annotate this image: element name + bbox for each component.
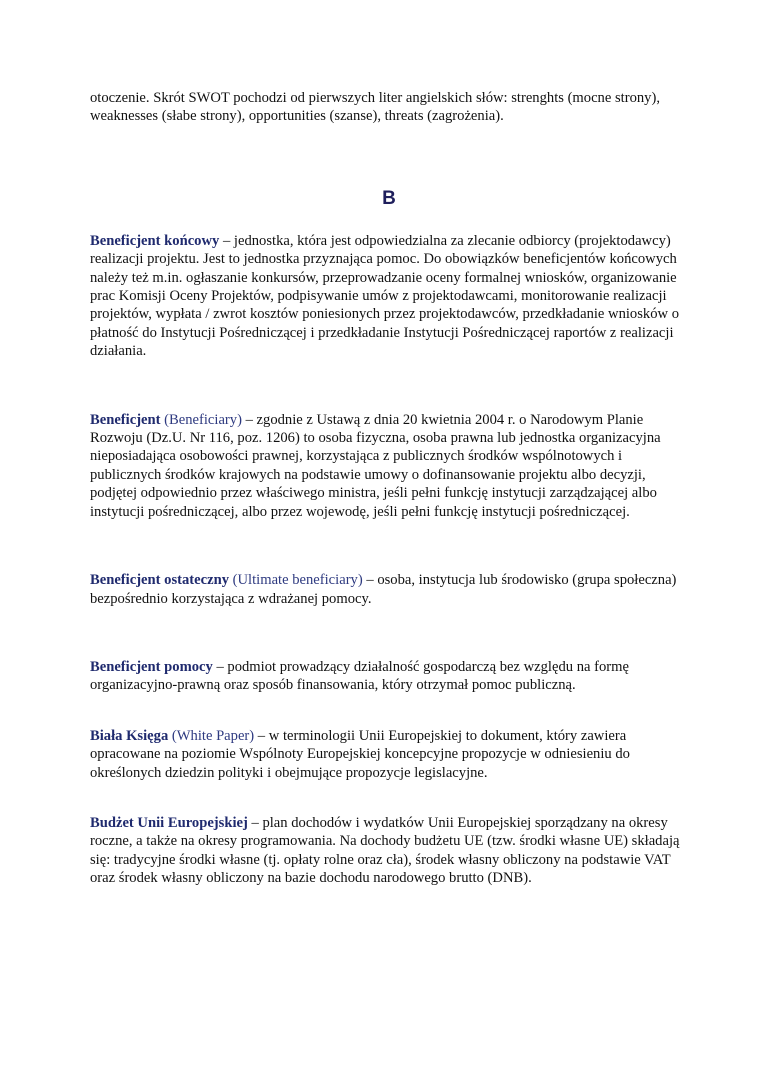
entry-term: Budżet Unii Europejskiej bbox=[90, 814, 248, 831]
entry-term: Beneficjent ostateczny bbox=[90, 572, 229, 589]
glossary-entry-budzet-ue bbox=[90, 814, 680, 888]
entry-english-term: (White Paper) bbox=[168, 727, 255, 744]
entry-definition: – zgodnie z Ustawą z dnia 20 kwietnia 2004 r. o Narodowym Planie Rozwoju (Dz.U. Nr 116, poz. 1206) to osoba fizyczna, osoba prawna lub jednostka organizacyjna nieposiadająca osobowości prawnej, korzystająca z publicznych środków wspólnotowych i publicznych środków krajowych na podstawie umowy o dofinansowanie projektu albo decyzji, podjętej odpowiednio przez właściwego ministra, jeśli pełni funkcję instytucji zarządzającej albo instytucji pośredniczącej, albo przez wojewodę, jeśli pełni funkcję instytucji pośredniczącej. bbox=[90, 411, 661, 520]
entry-term: Biała Księga bbox=[90, 727, 169, 744]
document-page bbox=[90, 89, 680, 888]
entry-english-term: (Ultimate beneficiary) bbox=[229, 572, 363, 589]
section-letter-heading: B bbox=[382, 187, 396, 209]
entry-definition: – w terminologii Unii Europejskiej to dokument, który zawiera opracowane na poziomie Wspólnoty Europejskiej koncepcyjne propozycje w odniesieniu do określonych dziedzin polityki i obejmujące propozycje legislacyjne. bbox=[90, 727, 630, 781]
entry-english-term: (Beneficiary) bbox=[160, 411, 242, 428]
intro-paragraph: otoczenie. Skrót SWOT pochodzi od pierwszych liter angielskich słów: strenghts (mocne strony), weaknesses (słabe strony), opportunities (szanse), threats (zagrożenia). bbox=[90, 90, 660, 125]
entry-definition: – osoba, instytucja lub środowisko (grupa społeczna) bezpośrednio korzystająca z wdrażanej pomocy. bbox=[90, 572, 677, 607]
glossary-entry-beneficjent-koncowy bbox=[90, 232, 680, 361]
glossary-entry-beneficjent bbox=[90, 411, 680, 521]
entry-definition: – jednostka, która jest odpowiedzialna za zlecanie odbiorcy (projektodawcy) realizacji projektu. Jest to jednostka przyznająca pomoc. Do obowiązków beneficjentów końcowych należy też m.in. ogłaszanie konkursów, przeprowadzanie oceny formalnej wniosków, organizowanie prac Komisji Oceny Projektów, podpisywanie umów z projektodawcami, monitorowanie realizacji projektów, wypłata / zwrot kosztów poniesionych przez projektodawców, przedkładanie wniosków o płatność do Instytucji Pośredniczącej i przedkładanie Instytucji Pośredniczącej raportów z realizacji działania. bbox=[90, 232, 679, 360]
entry-term: Beneficjent pomocy bbox=[90, 658, 213, 675]
glossary-entry-biala-ksiega bbox=[90, 727, 680, 782]
glossary-entry-beneficjent-ostateczny bbox=[90, 571, 680, 608]
entry-term: Beneficjent końcowy bbox=[90, 232, 220, 249]
entry-term: Beneficjent bbox=[90, 411, 161, 428]
entry-definition: – plan dochodów i wydatków Unii Europejskiej sporządzany na okresy roczne, a także na okresy programowania. Na dochody budżetu UE (tzw. środki własne UE) składają się: tradycyjne środki własne (tj. opłaty rolne oraz cła), środek własny obliczony na podstawie VAT oraz środek własny obliczony na bazie dochodu narodowego brutto (DNB). bbox=[90, 814, 680, 887]
glossary-entry-beneficjent-pomocy bbox=[90, 658, 680, 695]
entry-definition: – podmiot prowadzący działalność gospodarczą bez względu na formę organizacyjno-prawną oraz sposób finansowania, który otrzymał pomoc publiczną. bbox=[90, 658, 629, 694]
